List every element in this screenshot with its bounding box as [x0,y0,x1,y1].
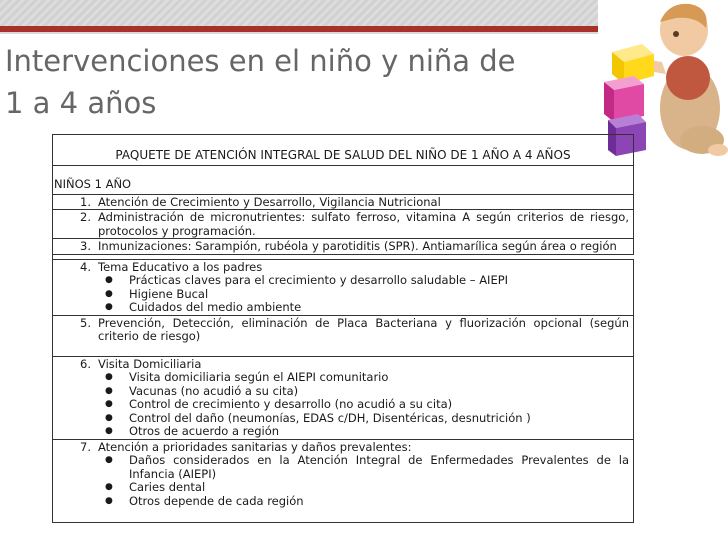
item-number: 7. [80,439,91,454]
bullet-text: Control de crecimiento y desarrollo (no acudió a su cita) [129,397,453,411]
item-text: Tema Educativo a los padres [98,259,263,274]
table-body-lower [52,259,634,524]
bullet-icon: ● [105,412,113,423]
item-text: Visita Domiciliaria [98,356,202,371]
item-text: Atención a prioridades sanitarias y daños prevalentes: [98,439,412,454]
bullet-icon: ● [105,426,113,436]
table-row-item-2 [53,210,633,239]
slide-title-line-2: 1 a 4 años [5,86,157,120]
bullet-icon: ● [105,495,113,506]
table-header: PAQUETE DE ATENCIÓN INTEGRAL DE SALUD DEL NIÑO DE 1 AÑO A 4 AÑOS [52,134,634,166]
list-item [53,288,633,302]
list-item [53,274,633,288]
care-package-table [52,134,634,523]
table-row-item-4 [53,260,633,316]
list-item [53,412,633,426]
header-band [0,0,600,34]
bullet-icon: ● [105,482,113,492]
table-body-upper [52,166,634,255]
bullet-text: Higiene Bucal [129,286,209,301]
item-number: 3. [80,239,91,253]
bullet-text: Daños considerados en la Atención Integral de Enfermedades Prevalentes de la Infancia (AIEPI) [129,453,629,481]
table-row-item-5 [53,316,633,357]
bullet-text: Control del daño (neumonías, EDAS c/DH, Disentéricas, desnutrición ) [129,410,531,425]
item-number: 5. [80,315,91,330]
header-texture [0,0,600,26]
list-item [53,495,633,509]
list-item [53,454,633,481]
list-item [53,425,633,439]
table-row-item-6 [53,357,633,440]
bullet-text: Prácticas claves para el crecimiento y desarrollo saludable – AIEPI [129,273,509,287]
item-text: Atención de Crecimiento y Desarrollo, Vigilancia Nutricional [98,194,441,209]
list-item [53,398,633,412]
bullet-icon: ● [105,455,113,465]
table-row-item-1 [53,195,633,211]
list-item [53,481,633,495]
bullet-icon: ● [105,275,113,285]
slide-title-line-1: Intervenciones en el niño y niña de [5,44,516,78]
group-label: NIÑOS 1 AÑO [53,166,633,195]
bullet-icon: ● [105,372,113,382]
item-number: 4. [80,259,91,274]
list-item [53,371,633,385]
item-text: Prevención, Detección, eliminación de Placa Bacteriana y fluorización opcional (según criterio de riesgo) [98,315,629,343]
item-number: 1. [80,194,91,209]
bullet-text: Cuidados del medio ambiente [129,300,302,314]
slide-title [5,40,595,124]
item-number: 6. [80,356,91,371]
item-text: Inmunizaciones: Sarampión, rubéola y parotiditis (SPR). Antiamarílica según área o región [98,239,617,253]
bullet-text: Otros de acuerdo a región [129,424,280,438]
item-number: 2. [80,210,91,224]
header-accent-line [0,26,600,32]
bullet-icon: ● [105,302,113,312]
bullet-text: Visita domiciliaria según el AIEPI comunitario [129,370,389,384]
bullet-text: Vacunas (no acudió a su cita) [129,383,299,398]
bullet-icon: ● [105,288,113,299]
bullet-icon: ● [105,385,113,396]
table-row-item-7 [53,440,633,523]
list-item [53,385,633,399]
table-row-item-3 [53,239,633,254]
list-item [53,301,633,315]
bullet-icon: ● [105,399,113,409]
bullet-text: Otros depende de cada región [129,493,304,508]
bullet-text: Caries dental [129,480,206,494]
item-text: Administración de micronutrientes: sulfato ferroso, vitamina A según criterios de riesgo, protocolos y programación. [98,210,629,238]
